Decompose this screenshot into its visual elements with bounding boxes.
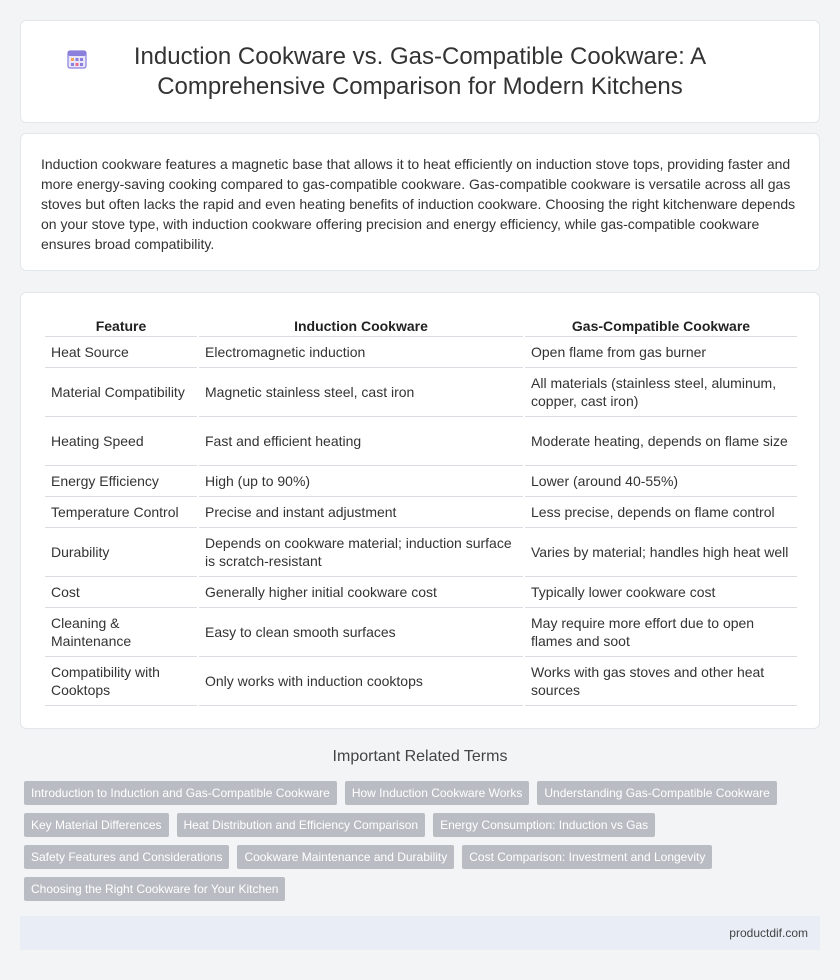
table-row: [45, 466, 797, 497]
related-term-tag[interactable]: Introduction to Induction and Gas-Compatible Cookware: [24, 781, 337, 805]
cell-induction: Depends on cookware material; induction surface is scratch-resistant: [199, 528, 523, 577]
table-row: [45, 337, 797, 368]
title-wrap: [110, 42, 730, 102]
cell-gas: All materials (stainless steel, aluminum, copper, cast iron): [525, 368, 797, 417]
cell-induction: Fast and efficient heating: [199, 417, 523, 466]
related-term-tag[interactable]: Energy Consumption: Induction vs Gas: [433, 813, 655, 837]
cell-feature: Energy Efficiency: [45, 466, 197, 497]
related-term-tag[interactable]: Heat Distribution and Efficiency Comparison: [177, 813, 426, 837]
table-header-row: [45, 315, 797, 337]
cell-gas: Typically lower cookware cost: [525, 577, 797, 608]
cell-induction: Electromagnetic induction: [199, 337, 523, 368]
intro-card: [20, 133, 820, 271]
footer-site[interactable]: productdif.com: [729, 926, 808, 940]
footer: [20, 916, 820, 950]
related-terms-title: Important Related Terms: [332, 748, 508, 765]
cell-induction: Precise and instant adjustment: [199, 497, 523, 528]
cell-feature: Durability: [45, 528, 197, 577]
cell-feature: Heating Speed: [45, 417, 197, 466]
comparison-table-card: [20, 292, 820, 729]
intro-paragraph: Induction cookware features a magnetic base that allows it to heat efficiently on induction stove tops, providing faster and more energy-saving cooking compared to gas-compatible cookware. Gas-compatible cookware is versatile across all gas stoves but often lacks the rapid and even heating benefits of induction cookware. Choosing the right kitchenware depends on your stove type, with induction cookware offering precision and energy efficiency, while gas-compatible cookware ensures broad compatibility.: [41, 156, 796, 252]
title-card: [20, 20, 820, 123]
related-term-tag[interactable]: Safety Features and Considerations: [24, 845, 229, 869]
related-term-tag[interactable]: How Induction Cookware Works: [345, 781, 530, 805]
cell-gas: Moderate heating, depends on flame size: [525, 417, 797, 466]
related-term-tag[interactable]: Understanding Gas-Compatible Cookware: [537, 781, 776, 805]
table-row: [45, 528, 797, 577]
cell-gas: Varies by material; handles high heat well: [525, 528, 797, 577]
table-row: [45, 577, 797, 608]
cell-feature: Cleaning & Maintenance: [45, 608, 197, 657]
cell-feature: Cost: [45, 577, 197, 608]
table-row: [45, 417, 797, 466]
header-gas: Gas-Compatible Cookware: [525, 315, 797, 337]
table-row: [45, 368, 797, 417]
cell-gas: Works with gas stoves and other heat sources: [525, 657, 797, 706]
header-feature: Feature: [45, 315, 197, 337]
cell-gas: Less precise, depends on flame control: [525, 497, 797, 528]
related-term-tag[interactable]: Choosing the Right Cookware for Your Kitchen: [24, 877, 285, 901]
related-terms-list: [24, 781, 820, 901]
cell-induction: Easy to clean smooth surfaces: [199, 608, 523, 657]
cell-gas: Lower (around 40-55%): [525, 466, 797, 497]
comparison-table: [43, 315, 799, 706]
cell-induction: Magnetic stainless steel, cast iron: [199, 368, 523, 417]
cell-feature: Material Compatibility: [45, 368, 197, 417]
page-title: Induction Cookware vs. Gas-Compatible Cookware: A Comprehensive Comparison for Modern Kitchens: [133, 42, 707, 100]
cell-feature: Temperature Control: [45, 497, 197, 528]
related-term-tag[interactable]: Key Material Differences: [24, 813, 169, 837]
cell-gas: May require more effort due to open flames and soot: [525, 608, 797, 657]
table-row: [45, 608, 797, 657]
related-term-tag[interactable]: Cost Comparison: Investment and Longevity: [462, 845, 712, 869]
table-row: [45, 657, 797, 706]
calendar-icon: [66, 48, 88, 70]
cell-feature: Compatibility with Cooktops: [45, 657, 197, 706]
table-row: [45, 497, 797, 528]
cell-feature: Heat Source: [45, 337, 197, 368]
header-induction: Induction Cookware: [199, 315, 523, 337]
related-term-tag[interactable]: Cookware Maintenance and Durability: [237, 845, 454, 869]
cell-gas: Open flame from gas burner: [525, 337, 797, 368]
cell-induction: Only works with induction cooktops: [199, 657, 523, 706]
cell-induction: High (up to 90%): [199, 466, 523, 497]
cell-induction: Generally higher initial cookware cost: [199, 577, 523, 608]
